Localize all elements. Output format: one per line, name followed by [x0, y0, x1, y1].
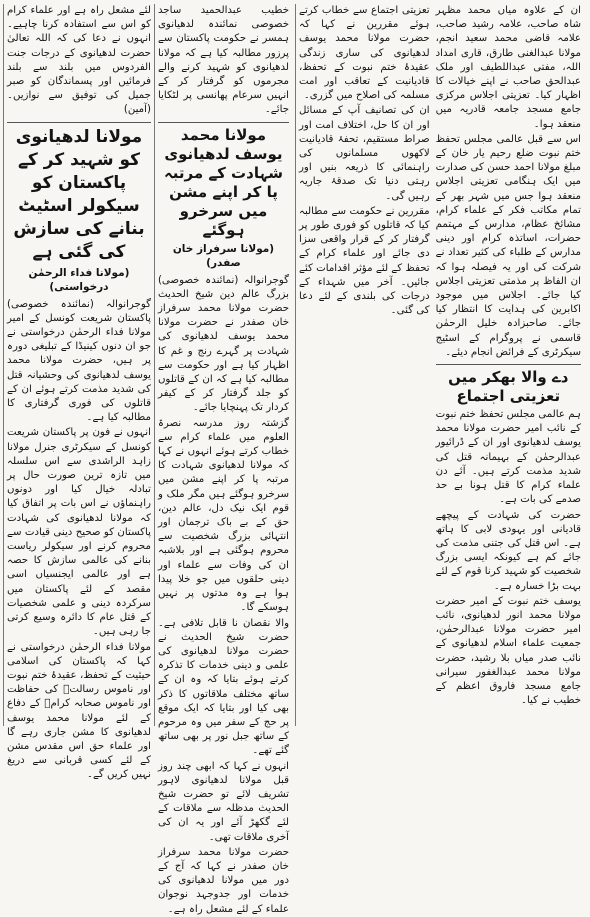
paragraph: مولانا فداء الرحمٰن درخواستی نے کہا کہ پاکستان کی اسلامی حیثیت کے تحفظ، عقیدۂ ختم نبوت اور ناموس رسالتؐ کی حفاظت اور ناموس صحابہ کرامؓ کے دفاع کے لئے مولانا محمد یوسف لدھیانوی کا مشن جاری رہے گا اور علماء حق اس مقدس مشن کے لئے کسی قربانی سے دریغ نہیں کریں گے۔	[7, 641, 151, 781]
paragraph: ان کے علاوہ میاں محمد مظہر شاہ صاحب، علامہ رشید صاحب، علامہ قاضی محمد سعید انجم، مولانا عبدالغنی طارق، قاری امداد اللہ، مفتی عبداللطیف اور ملک عبدالحق صاحب نے اپنے خیالات کا اظہار کیا۔ تعزیتی اجلاس مرکزی جامع مسجد جامعہ قادریہ میں منعقد ہوا۔	[435, 5, 581, 130]
byline: (مولانا سرفراز خان صفدر)	[172, 242, 275, 269]
headline: مولانا لدھیانوی کو شہید کر کے پاکستان کو سیکولر اسٹیٹ بنانے کی سازش کی گئی ہے	[7, 122, 151, 264]
column-right	[292, 4, 587, 726]
column-left	[3, 4, 154, 781]
column-right-inner	[295, 4, 433, 726]
paragraph: ہم عالمی مجلس تحفظ ختم نبوت کے نائب امیر حضرت مولانا محمد یوسف لدھیانوی اور ان کے ڈرائیور عبدالرحمٰن کے بہیمانہ قتل کی شدید مذمت کرتے ہیں۔ آئے دن علماء کرام کا قتل ہونا بے حد صدمے کی بات ہے۔	[435, 409, 581, 506]
byline: (مولانا فداء الرحمٰن درخواستی)	[28, 266, 130, 293]
column-right-split	[295, 4, 584, 726]
paragraph: گزشتہ روز مدرسہ نصرۃ العلوم میں علماء کرام سے خطاب کرتے ہوئے انہوں نے کہا کہ مولانا لدھیانوی شہادت کا مرتبہ پا کر اپنے مشن میں سرخرو ہوگئے ہیں مگر ملک و قوم ایک نیک دل، عالم دین، حق کے بے باک ترجمان اور انتہائی بزرگ شخصیت سے محروم ہوگئی ہے اور بلاشبہ ان کی وفات سے علماء اور دینی حلقوں میں جو خلا پیدا ہوا ہے وہ مدتوں پر نہیں ہوسکے گا۔	[157, 417, 289, 614]
paragraph: گوجرانوالہ (نمائندہ خصوصی) پاکستان شریعت کونسل کے امیر مولانا فداء الرحمٰن درخواستی نے جو ان دنوں کینیڈا کے تبلیغی دورہ پر ہیں، حضرت مولانا محمد یوسف لدھیانوی کی وحشیانہ قتل کی شدید مذمت کرتے ہوئے ان کے قاتلوں کی فوری گرفتاری کا مطالبہ کیا ہے۔	[7, 298, 151, 424]
paragraph: حضرت مولانا محمد سرفراز خان صفدر نے کہا کہ آج کے دور میں مولانا لدھیانوی کی خدمات اور جدوجہد نوجوان علماء کے لئے مشعل راہ ہے۔	[157, 846, 289, 915]
paragraph: تعزیتی اجتماع سے خطاب کرتے ہوئے مقررین نے کہا کہ حضرت مولانا محمد یوسف لدھیانوی کی ساری زندگی عقیدۂ ختم نبوت کے تحفظ، قادیانیت کے تعاقب اور امت مسلمہ کی اصلاح میں گزری۔	[299, 5, 430, 102]
headline: دے والا بھکر میں تعزیتی اجتماع	[436, 364, 581, 406]
paragraph: حضرت کی شہادت کے پیچھے قادیانی اور یہودی لابی کا ہاتھ ہے۔ اس قتل کی جتنی مذمت کی جائے کم ہے کیونکہ ایسی بزرگ شخصیت کو شہید کرنا قوم کے لئے بہت بڑا خسارہ ہے۔	[435, 509, 581, 592]
column-right-outer	[433, 4, 584, 726]
paragraph: یوسف ختم نبوت کے امیر حضرت مولانا محمد انور لدھیانوی، نائب امیر حضرت مولانا عبدالرحمٰن، جمعیت علماء اسلام لدھیانوی کے نائب صدر میاں بلا رشید، حضرت مولانا محمد عبدالغفور سیرانی جامع مسجد فاروق اعظم کے خطیب نے کیا۔	[435, 595, 581, 707]
paragraph: مقررین نے حکومت سے مطالبہ کیا کہ قاتلوں کو فوری طور پر گرفتار کر کے قرار واقعی سزا دی جائے اور علماء کرام کے تحفظ کے لئے مؤثر اقدامات کئے جائیں۔ آخر میں شہداء کے درجات کی بلندی کے لئے دعا کی گئی۔	[299, 205, 430, 317]
headline: مولانا محمد یوسف لدھیانوی شہادت کے مرتبہ پا کر اپنے مشن میں سرخرو ہوگئے	[158, 122, 289, 240]
columns	[3, 4, 587, 915]
paragraph: والا نقصان نا قابل تلافی ہے۔ حضرت شیخ الحدیث نے حضرت مولانا لدھیانوی کی علمی و دینی خدمات کا تذکرہ کرتے ہوئے بتایا کہ وہ ان کے ساتھ مختلف ملاقاتوں کا ذکر بھی کیا اور بتایا کہ ایک موقع پر حج کے سفر میں وہ مرحوم کے ساتھ جبل نور پر بھی ساتھ گئے تھے۔	[157, 617, 289, 757]
paragraph: لئے مشعل راہ ہے اور علماء کرام کو اس سے استفادہ کرنا چاہیے۔ انہوں نے دعا کی کہ اللہ تعالیٰ حضرت لدھیانوی کے درجات جنت الفردوس میں بلند سے بلند فرمائیں اور پسماندگان کو صبر جمیل کی توفیق سے نوازیں۔ (آمین)	[7, 5, 151, 116]
paragraph: انہوں نے فون پر پاکستان شریعت کونسل کے سیکرٹری جنرل مولانا زاہد الراشدی سے اس سلسلہ میں تازہ ترین صورت حال پر تبادلہ خیال کیا اور دونوں راہنماؤں نے اس بات پر اتفاق کیا کہ مولانا لدھیانوی کی شہادت پاکستان کو صحیح دینی قیادت سے محروم کرنے اور سیکولر ریاست بنانے کی عالمی سازش کا حصہ ہے اور عالمی ایجنسیاں اسی مقصد کے لئے پاکستان میں سرکردہ دینی و علمی شخصیات کے قتل عام کا دائرہ وسیع کرتی جا رہی ہیں۔	[7, 427, 151, 638]
column-middle	[154, 4, 292, 915]
paragraph: انہوں نے کہا کہ ابھی چند روز قبل مولانا لدھیانوی لاہور تشریف لائے تو حضرت شیخ الحدیث مدظلہ سے ملاقات کے لئے گکھڑ آئے اور یہ ان کی آخری ملاقات تھی۔	[157, 760, 289, 843]
paragraph: ان کی تصانیف آپ کے مسائل اور ان کا حل، اختلاف امت اور صراط مستقیم، تحفۂ قادیانیت لاکھوں مسلمانوں کی راہنمائی کا ذریعہ بنیں اور رہتی دنیا تک صدقۂ جاریہ رہیں گی۔	[299, 105, 430, 202]
paragraph: گوجرانوالہ (نمائندہ خصوصی) بزرگ عالم دین شیخ الحدیث حضرت مولانا محمد سرفراز خان صفدر نے حضرت مولانا محمد یوسف لدھیانوی کی شہادت پر گہرے رنج و غم کا اظہار کیا ہے اور حکومت سے مطالبہ کیا ہے کہ ان کے قاتلوں کو جلد گرفتار کر کے کیفر کردار تک پہنچایا جائے۔	[157, 274, 289, 414]
paragraph: خطیب عبدالحمید ساجد خصوصی نمائندہ لدھیانوی ہمسر نے حکومت پاکستان سے پرزور مطالبہ کیا ہے کہ مولانا لدھیانوی کو شہید کرنے والے مجرموں کو گرفتار کر کے انہیں سرعام پھانسی پر لٹکایا جائے۔	[157, 5, 289, 116]
paragraph: اس سے قبل عالمی مجلس تحفظ ختم نبوت ضلع رحیم یار خان کے مبلغ مولانا احمد حسن کی صدارت میں ایک ہنگامی تعزیتی اجلاس منعقد ہوا جس میں شہر بھر کے تمام مکاتب فکر کے علماء کرام، مشائخ عظام، مدارس کے مہتمم حضرات، اساتذہ کرام اور دینی مدارس کے طلباء کی کثیر تعداد نے شرکت کی اور یہ فیصلہ ہوا کہ ان الفاظ پر مذمتی تعزیتی اجلاس کیا جائے۔ اجلاس میں موجود اکابرین کی ہدایت کا انتظار کیا جائے۔ صاحبزادہ خلیل الرحمٰن قاسمی نے پروگرام کے اسٹیج سیکرٹری کے فرائض انجام دیئے۔	[435, 133, 581, 358]
